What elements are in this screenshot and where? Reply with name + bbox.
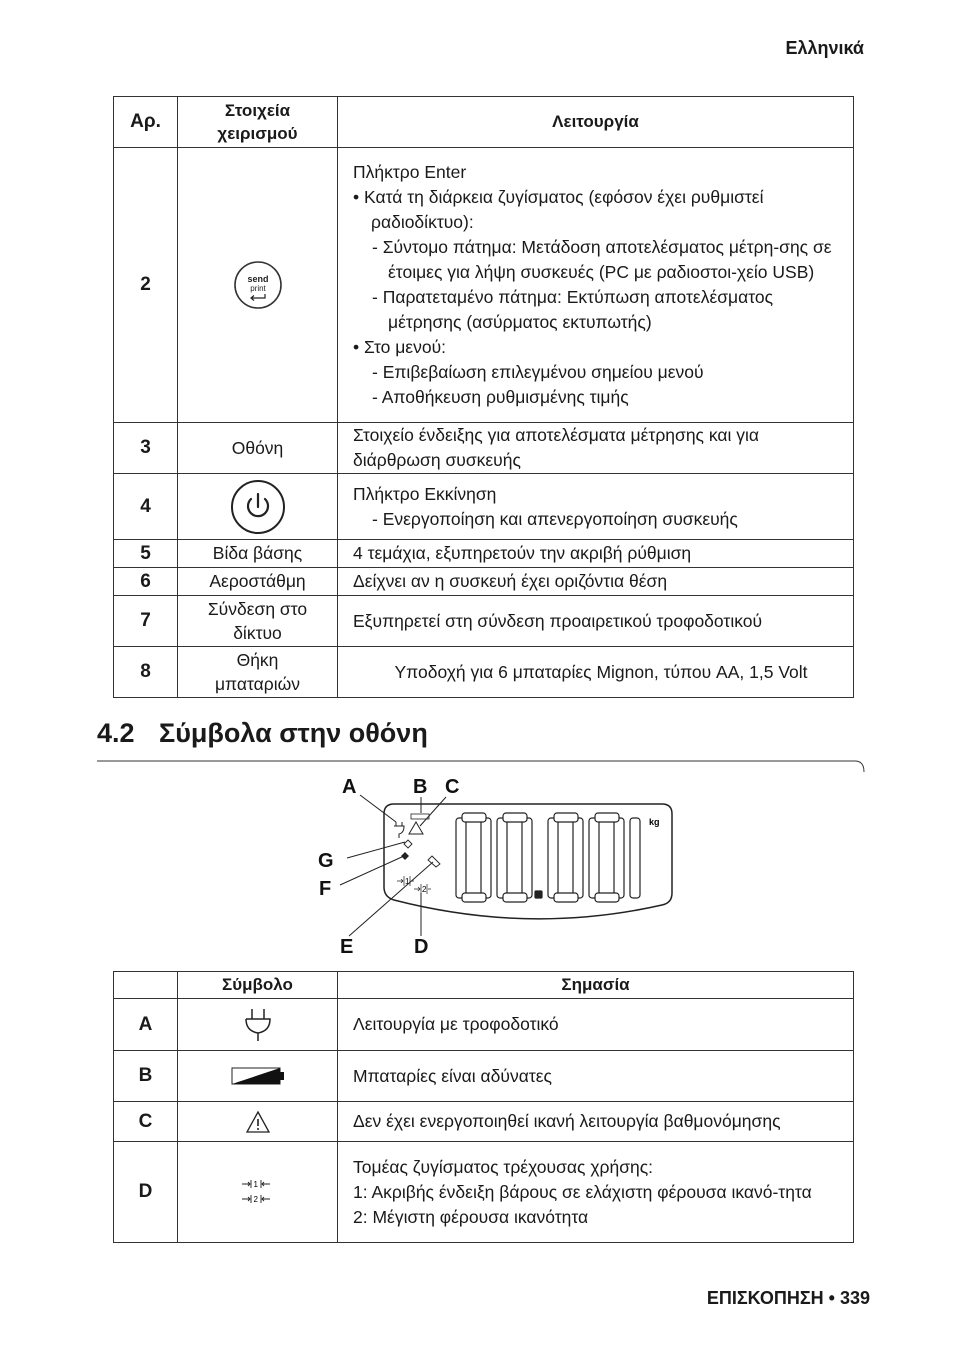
range-1-label: 1: [405, 877, 410, 886]
callout-f: F: [319, 878, 332, 900]
function-cell: [338, 148, 854, 423]
display-diagram: [0, 755, 954, 960]
control-cell: Βίδα βάσης: [178, 540, 338, 568]
symbols-table: [113, 971, 854, 1243]
meaning-cell: Δεν έχει ενεργοποιηθεί ικανή λειτουργία βαθμονόμησης: [338, 1102, 854, 1142]
table-row: [114, 1102, 854, 1142]
table-row: [114, 474, 854, 540]
meaning-cell: Λειτουργία με τροφοδοτικό: [338, 999, 854, 1051]
callout-e: E: [340, 936, 354, 958]
function-line: Πλήκτρο Εκκίνηση: [353, 483, 497, 504]
warning-triangle-icon: [245, 1110, 271, 1134]
meaning-cell: Μπαταρίες είναι αδύνατες: [338, 1051, 854, 1102]
row-number: 7: [114, 596, 178, 647]
col-header-control: [178, 97, 338, 148]
function-bullet: • Κατά τη διάρκεια ζυγίσματος (εφόσον έχει ρυθμιστεί ραδιοδίκτυο):: [353, 187, 764, 232]
control-line: Θήκη: [236, 650, 279, 670]
weighing-range-icon: [238, 1175, 278, 1209]
table-row: [114, 1142, 854, 1243]
symbol-letter: C: [114, 1102, 178, 1142]
symbol-cell: [178, 999, 338, 1051]
function-cell: 4 τεμάχια, εξυπηρετούν την ακριβή ρύθμιση: [338, 540, 854, 568]
control-line: δίκτυο: [233, 623, 282, 643]
control-cell: [178, 596, 338, 647]
function-subitem: - Παρατεταμένο πάτημα: Εκτύπωση αποτελέσματος μέτρησης (ασύρματος εκτυπωτής): [372, 287, 774, 332]
meaning-cell: [338, 1142, 854, 1243]
col-header-no: Αρ.: [114, 97, 178, 148]
function-subitem: - Ενεργοποίηση και απενεργοποίηση συσκευής: [372, 508, 738, 529]
symbol-cell: [178, 1102, 338, 1142]
table-row: [114, 1051, 854, 1102]
send-print-button-icon: [233, 260, 283, 310]
function-cell: Υποδοχή για 6 μπαταρίες Mignon, τύπου AA, 1,5 Volt: [338, 647, 854, 698]
plug-icon: [238, 1005, 278, 1045]
function-subitem: - Σύντομο πάτημα: Μετάδοση αποτελέσματος μέτρη-σης σε έτοιμες για λήψη συσκευές (PC με ραδιοστοι-χείο USB): [372, 237, 832, 282]
row-number: 8: [114, 647, 178, 698]
callout-c: C: [445, 776, 460, 798]
power-button-icon: [230, 479, 286, 535]
callout-d: D: [414, 936, 429, 958]
control-cell: [178, 148, 338, 423]
meaning-line: 1: Ακριβής ένδειξη βάρους σε ελάχιστη φέρουσα ικανό-τητα: [353, 1181, 812, 1202]
section-number: 4.2: [97, 718, 135, 748]
section-rule: [97, 761, 864, 772]
col-header-function: Λειτουργία: [338, 97, 854, 148]
col-header-symbol: Σύμβολο: [178, 972, 338, 999]
control-cell: [178, 474, 338, 540]
table-row: [114, 148, 854, 423]
controls-table: [113, 96, 854, 698]
function-subitem: - Επιβεβαίωση επιλεγμένου σημείου μενού: [372, 362, 704, 382]
table-row: [114, 568, 854, 596]
range-1-label: 1: [253, 1180, 258, 1189]
col-header-meaning: Σημασία: [338, 972, 854, 999]
function-cell: Στοιχείο ένδειξης για αποτελέσματα μέτρησης και για διάρθρωση συσκευής: [338, 423, 854, 474]
battery-low-icon: [230, 1065, 286, 1087]
row-number: 5: [114, 540, 178, 568]
function-bullet: • Στο μενού:: [353, 337, 447, 357]
symbol-letter: A: [114, 999, 178, 1051]
control-cell: [178, 647, 338, 698]
row-number: 4: [114, 474, 178, 540]
row-number: 2: [114, 148, 178, 423]
row-number: 3: [114, 423, 178, 474]
control-line: μπαταριών: [214, 674, 301, 694]
table-row: [114, 423, 854, 474]
language-label: Ελληνικά: [785, 38, 864, 58]
col-header-control-line1: Στοιχεία: [224, 101, 291, 120]
function-subitem: - Αποθήκευση ρυθμισμένης τιμής: [372, 387, 629, 407]
page-footer: ΕΠΙΣΚΟΠΗΣΗ • 339: [706, 1288, 870, 1308]
table-row: [114, 596, 854, 647]
table-row: [114, 999, 854, 1051]
print-label: print: [249, 284, 266, 293]
symbol-letter: D: [114, 1142, 178, 1243]
symbol-cell: [178, 1051, 338, 1102]
table-row: [114, 647, 854, 698]
range-2-label: 2: [422, 885, 427, 894]
callout-b: B: [413, 776, 428, 798]
callout-a: A: [342, 776, 357, 798]
symbol-cell: [178, 1142, 338, 1243]
table-header-row: [114, 972, 854, 999]
control-line: Σύνδεση στο: [207, 599, 308, 619]
section-title: Σύμβολα στην οθόνη: [159, 718, 428, 748]
range-2-label: 2: [253, 1195, 258, 1204]
table-row: [114, 540, 854, 568]
col-header-letter: [114, 972, 178, 999]
function-line: Πλήκτρο Enter: [353, 162, 467, 182]
function-cell: Εξυπηρετεί στη σύνδεση προαιρετικού τροφοδοτικού: [338, 596, 854, 647]
col-header-control-line2: χειρισμού: [217, 124, 298, 143]
meaning-line: Τομέας ζυγίσματος τρέχουσας χρήσης:: [353, 1156, 654, 1177]
unit-label: kg: [649, 817, 660, 827]
symbol-letter: B: [114, 1051, 178, 1102]
control-cell: Οθόνη: [178, 423, 338, 474]
section-heading: [97, 718, 428, 749]
function-cell: [338, 474, 854, 540]
send-label: send: [246, 274, 269, 284]
row-number: 6: [114, 568, 178, 596]
function-cell: Δείχνει αν η συσκευή έχει οριζόντια θέση: [338, 568, 854, 596]
meaning-line: 2: Μέγιστη φέρουσα ικανότητα: [353, 1206, 589, 1227]
callout-g: G: [318, 850, 334, 872]
table-header-row: [114, 97, 854, 148]
control-cell: Αεροστάθμη: [178, 568, 338, 596]
